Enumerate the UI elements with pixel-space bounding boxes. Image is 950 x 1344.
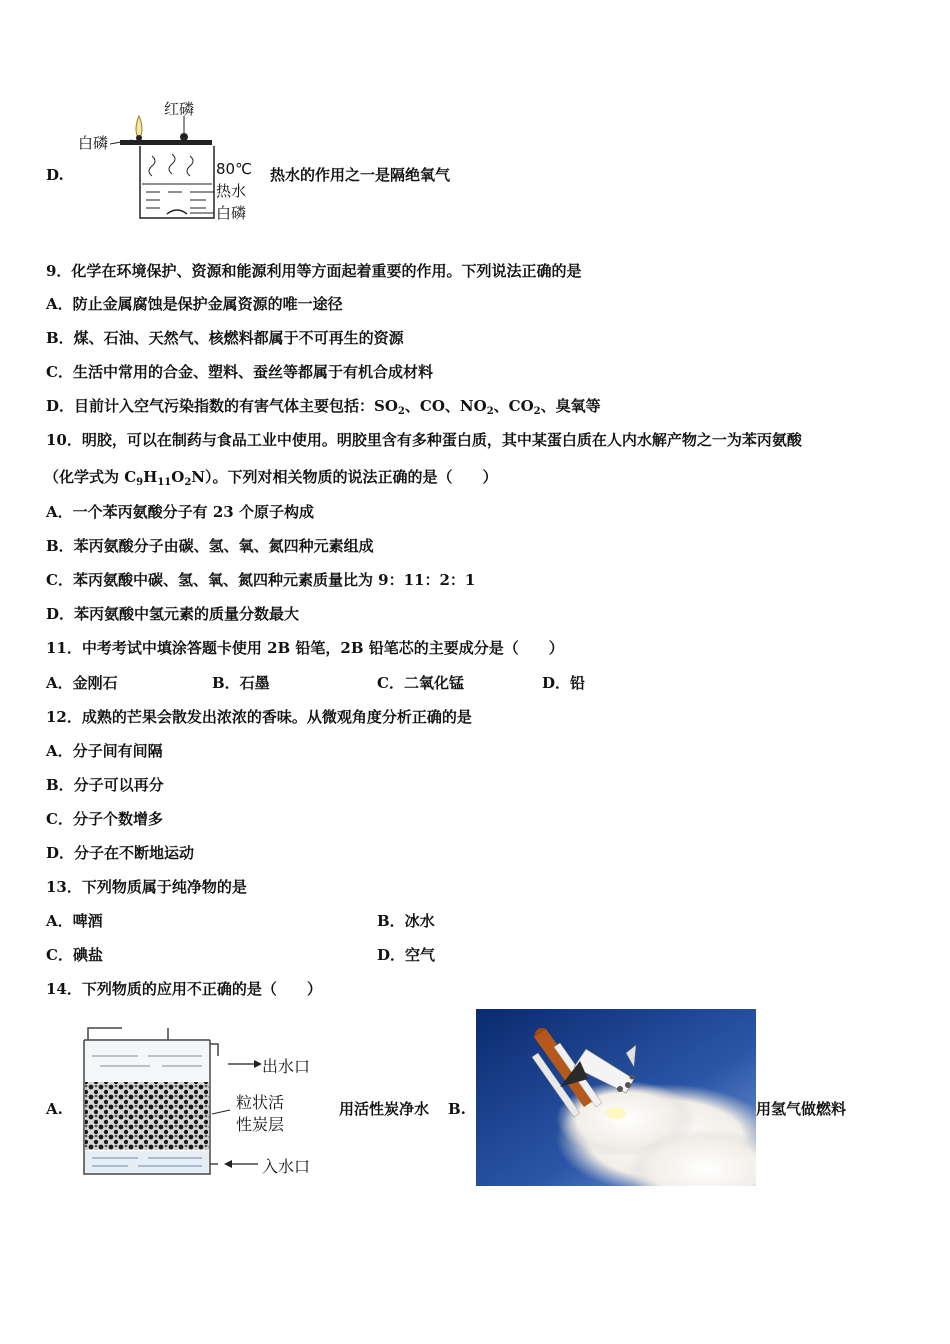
q10-formula-suffix: N）。下列对相关物质的说法正确的是（ ）	[191, 468, 498, 486]
q14-option-a-text: 用活性炭净水	[339, 1100, 430, 1118]
inlet-label: 入水口	[262, 1157, 311, 1176]
q14-stem: 14．下列物质的应用不正确的是（ ）	[46, 980, 322, 998]
q13-option-b: B．冰水	[377, 912, 435, 930]
red-phosphorus-label: 红磷	[164, 100, 195, 118]
q14-option-b-text: 用氢气做燃料	[756, 1100, 847, 1118]
q12-option-c: C．分子个数增多	[46, 810, 163, 828]
q9-d-suffix: 、臭氧等	[540, 397, 601, 415]
q11-option-b: B．石墨	[212, 674, 270, 692]
temperature-label: 80℃	[216, 160, 252, 178]
carbon-filter-diagram	[78, 1024, 328, 1184]
q13-option-d: D．空气	[377, 946, 436, 964]
shuttle-svg	[476, 1009, 756, 1186]
q9-option-c: C．生活中常用的合金、塑料、蚕丝等都属于有机合成材料	[46, 363, 433, 381]
carbon-layer-label-line2: 性炭层	[236, 1115, 285, 1134]
q10-option-d: D．苯丙氨酸中氢元素的质量分数最大	[46, 605, 300, 623]
q10-sub-o: 2	[184, 477, 192, 488]
q10-h: H	[143, 468, 158, 486]
q10-sub-c: 9	[136, 477, 144, 488]
q9-stem: 9．化学在环境保护、资源和能源利用等方面起着重要的作用。下列说法正确的是	[46, 262, 582, 280]
q12-stem: 12．成熟的芒果会散发出浓浓的香味。从微观角度分析正确的是	[46, 708, 472, 726]
q10-formula-prefix: （化学式为 C	[44, 468, 137, 486]
white-phosphorus-top-label: 白磷	[78, 134, 109, 152]
q12-option-a: A．分子间有间隔	[46, 742, 163, 760]
q14-option-b-label: B.	[448, 1100, 466, 1118]
q9-option-a: A．防止金属腐蚀是保护金属资源的唯一途径	[46, 295, 343, 313]
q11-option-c: C．二氧化锰	[377, 674, 464, 692]
q13-option-c: C．碘盐	[46, 946, 103, 964]
q9-d-prefix: D．目前计入空气污染指数的有害气体主要包括：SO	[46, 397, 398, 415]
q9-d-no2-sub: 2	[486, 406, 494, 417]
q10-option-b: B．苯丙氨酸分子由碳、氢、氧、氮四种元素组成	[46, 537, 374, 555]
white-phosphorus-bottom-label: 白磷	[216, 204, 247, 222]
q10-stem-line1: 10．明胶，可以在制药与食品工业中使用。明胶里含有多种蛋白质，其中某蛋白质在人内水解产物之一为苯丙氨酸	[46, 431, 802, 449]
hot-water-label: 热水	[216, 182, 247, 200]
q11-option-a: A．金刚石	[46, 674, 118, 692]
q8-option-d-label: D.	[46, 166, 64, 184]
space-shuttle-photo	[476, 1009, 756, 1186]
q9-option-d	[46, 396, 601, 416]
q8-option-d-text: 热水的作用之一是隔绝氧气	[270, 166, 451, 184]
q13-stem: 13．下列物质属于纯净物的是	[46, 878, 247, 896]
q10-stem-line2	[44, 467, 498, 487]
q9-option-b: B．煤、石油、天然气、核燃料都属于不可再生的资源	[46, 329, 404, 347]
q9-d-co2-sub: 2	[533, 406, 541, 417]
q12-option-b: B．分子可以再分	[46, 776, 164, 794]
q9-d-mid1: 、CO、NO	[404, 397, 487, 415]
combustion-diagram	[72, 96, 262, 226]
q12-option-d: D．分子在不断地运动	[46, 844, 195, 862]
q10-option-a: A．一个苯丙氨酸分子有 23 个原子构成	[46, 503, 314, 521]
q11-stem: 11．中考考试中填涂答题卡使用 2B 铅笔，2B 铅笔芯的主要成分是（ ）	[46, 639, 564, 657]
q10-o: O	[171, 468, 185, 486]
q9-d-so2-sub: 2	[397, 406, 405, 417]
q10-sub-h: 11	[157, 477, 172, 488]
q9-d-mid2: 、CO	[493, 397, 534, 415]
q11-option-d: D．铅	[542, 674, 586, 692]
q14-option-a-label: A.	[46, 1100, 63, 1118]
carbon-layer-label-line1: 粒状活	[236, 1093, 285, 1112]
outlet-label: 出水口	[262, 1057, 311, 1076]
q13-option-a: A．啤酒	[46, 912, 103, 930]
q10-option-c: C．苯丙氨酸中碳、氢、氧、氮四种元素质量比为 9：11：2：1	[46, 571, 476, 589]
